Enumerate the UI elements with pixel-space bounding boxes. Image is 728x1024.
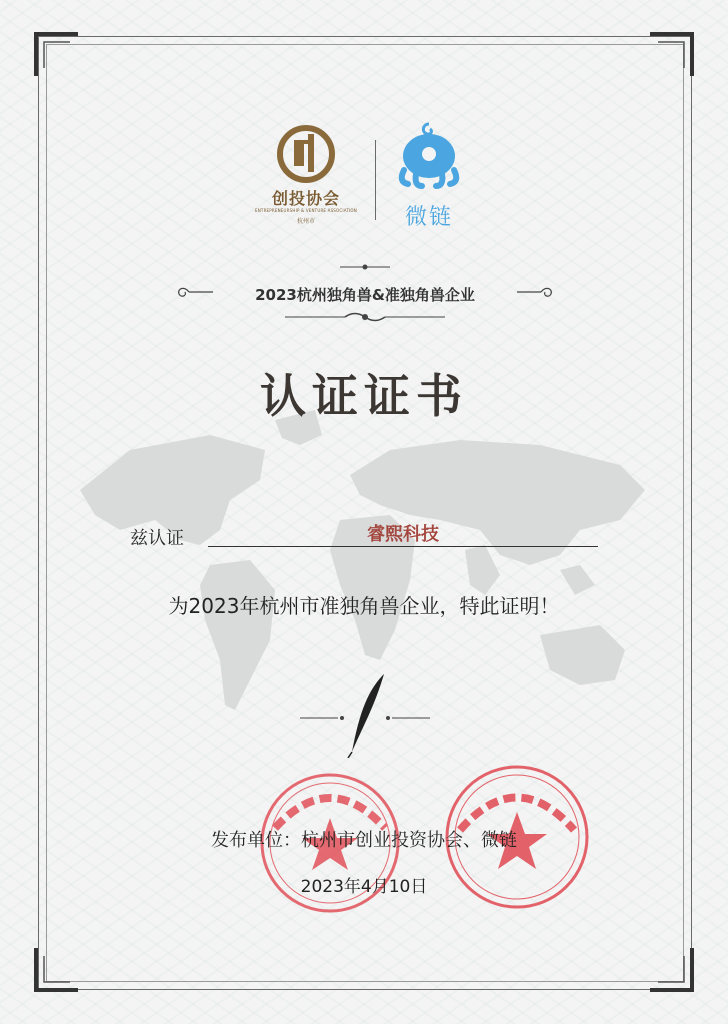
partner-logo xyxy=(390,118,470,233)
corner-ornament-top-right xyxy=(648,32,694,78)
logo-divider xyxy=(375,140,376,220)
association-name: 创投协会 xyxy=(271,189,340,208)
corner-ornament-bottom-left xyxy=(34,946,80,992)
issue-date: 2023年4月10日 xyxy=(300,877,428,897)
association-city: 杭州市 xyxy=(296,218,315,225)
issuing-organization: 发布单位：杭州市创业投资协会、微链 xyxy=(211,830,517,851)
corner-ornament-top-left xyxy=(34,32,80,78)
name-underline xyxy=(208,546,598,547)
certification-label: 兹认证 xyxy=(130,528,184,549)
top-ornament-icon xyxy=(340,262,390,272)
company-name: 睿熙科技 xyxy=(367,524,439,545)
association-logo xyxy=(250,118,360,233)
association-emblem-icon xyxy=(250,118,362,184)
logo-area xyxy=(250,118,490,233)
certification-statement: 为2023年杭州市准独角兽企业，特此证明！ xyxy=(168,594,560,618)
right-flourish-icon xyxy=(515,284,555,300)
corner-ornament-bottom-right xyxy=(648,946,694,992)
partner-name: 微链 xyxy=(404,205,453,230)
bottom-ornament-icon xyxy=(285,310,445,324)
quill-icon xyxy=(300,668,430,758)
association-english-name: ENTREPRENEURSHIP & VENTURE ASSOCIATION xyxy=(255,208,357,213)
certification-line xyxy=(130,520,600,552)
certificate-subtitle: 2023杭州独角兽&准独角兽企业 xyxy=(255,286,475,304)
mascot-icon xyxy=(390,118,468,198)
certificate-title: 认证证书 xyxy=(260,369,468,423)
subtitle-block xyxy=(175,258,555,328)
